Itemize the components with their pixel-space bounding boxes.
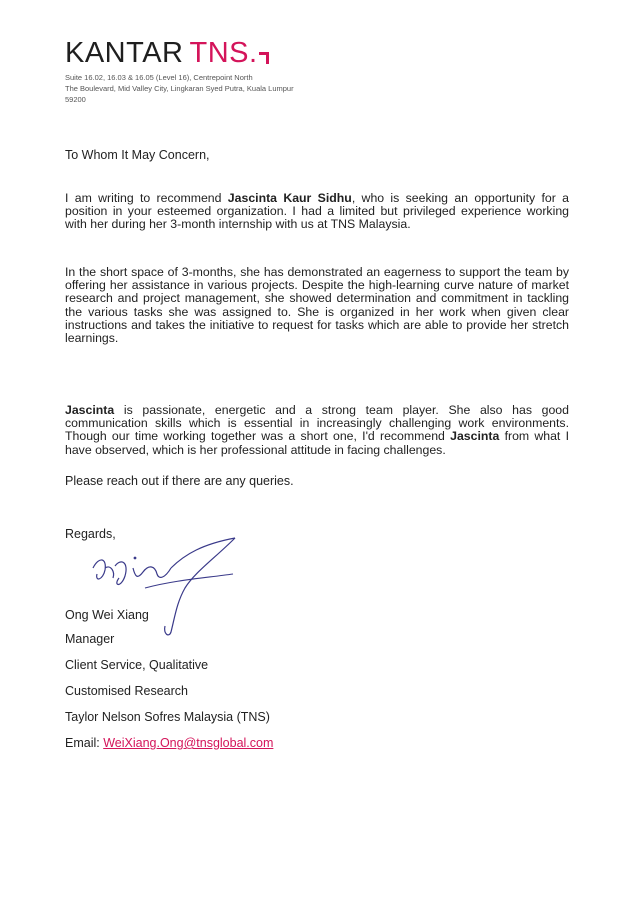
paragraph-3 [65, 404, 569, 457]
p3-text-a: is passionate, energetic and a strong team player. She also has good communication skills which is essential in increasingly challenging work environments. Though our time working together was a short one, I'd recommend [65, 403, 569, 444]
email-link[interactable]: WeiXiang.Ong@tnsglobal.com [103, 736, 274, 750]
address-line-1: Suite 16.02, 16.03 & 16.05 (Level 16), Centrepoint North [65, 73, 253, 82]
paragraph-1 [65, 192, 569, 232]
signatory-company: Taylor Nelson Sofres Malaysia (TNS) [65, 710, 270, 724]
logo-kantar-text: KANTAR [65, 37, 184, 69]
address-line-2: The Boulevard, Mid Valley City, Lingkaran Syed Putra, Kuala Lumpur [65, 84, 294, 93]
email-label: Email: [65, 736, 104, 750]
signatory-title: Manager [65, 632, 115, 646]
p3-text-b: from what I have observed, which is her professional attitude in facing challenges. [65, 429, 569, 457]
address-line-3: 59200 [65, 95, 86, 104]
p3-candidate-name-2: Jascinta [450, 429, 500, 444]
signatory-email-line [65, 736, 273, 750]
logo-tns-text: TNS. [189, 37, 258, 69]
p1-text-a: I am writing to recommend [65, 191, 228, 205]
signatory-department: Client Service, Qualitative [65, 658, 209, 672]
salutation: To Whom It May Concern, [65, 148, 210, 162]
logo-corner-mark-icon [259, 52, 269, 64]
company-logo [65, 38, 269, 68]
p1-candidate-name: Jascinta Kaur Sidhu [227, 191, 352, 205]
closing-line: Please reach out if there are any queries. [65, 474, 294, 488]
regards: Regards, [65, 527, 116, 541]
company-address [65, 72, 294, 105]
signatory-name: Ong Wei Xiang [65, 608, 149, 622]
p1-text-b: , who is seeking an opportunity for a position in your esteemed organization. I had a limited but privileged experience working with her during her 3-month internship with us at TNS Malaysia. [65, 191, 569, 232]
p3-candidate-name-1: Jascinta [65, 403, 115, 417]
paragraph-2: In the short space of 3-months, she has demonstrated an eagerness to support the team by offering her assistance in various projects. Despite the high-learning curve nature of market research and project management, she showed determination and commitment in tackling the various tasks she was assigned to. She is organized in her work when given clear instructions and takes the initiative to request for tasks which are able to provide her stretch learnings. [65, 265, 569, 346]
signatory-division: Customised Research [65, 684, 188, 698]
